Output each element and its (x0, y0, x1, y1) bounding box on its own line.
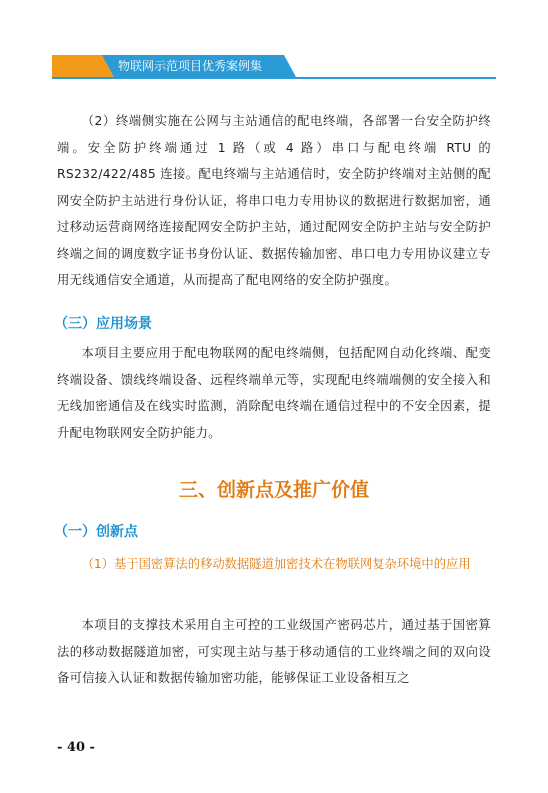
chapter-heading-innovation: 三、创新点及推广价值 (178, 479, 369, 501)
section-heading-application-scenarios: （三）应用场景 (54, 316, 152, 332)
paragraph-terminal-side: （2）终端侧实施在公网与主站通信的配电终端，各部署一台安全防护终端。安全防护终端通过 1 路（或 4 路）串口与配电终端 RTU 的 RS232/422/485 连接。配电终端与主站通信时，安全防护终端对主站侧的配网安全防护主站进行身份认证，将串口电力专用协议的数据进行数据加密，通过移动运营商网络连接配网安全防护主站，通过配网安全防护主站与安全防护终端之间的调度数字证书身份认证、数据传输加密、串口电力专用协议建立专用无线通信安全通道，从而提高了配电网络的安全防护强度。 (57, 114, 491, 287)
section-heading-innovation-points: （一）创新点 (54, 524, 138, 540)
page-number: - 40 - (57, 740, 95, 755)
header-rule (52, 77, 496, 79)
header-title: 物联网示范项目优秀案例集 (118, 59, 263, 73)
paragraph-application: 本项目主要应用于配电物联网的配电终端侧，包括配网自动化终端、配变终端设备、馈线终端设备、远程终端单元等，实现配电终端端侧的安全接入和无线加密通信及在线实时监测，消除配电终端在通信过程中的不安全因素，提升配电物联网安全防护能力。 (57, 346, 491, 440)
sub-heading-encryption-tech: （1）基于国密算法的移动数据隧道加密技术在物联网复杂环境中的应用 (81, 557, 471, 571)
paragraph-support-tech: 本项目的支撑技术采用自主可控的工业级国产密码芯片，通过基于国密算法的移动数据隧道加密，可实现主站与基于移动通信的工业终端之间的双向设备可信接入认证和数据传输加密功能，能够保证工业设备相互之 (57, 618, 491, 685)
